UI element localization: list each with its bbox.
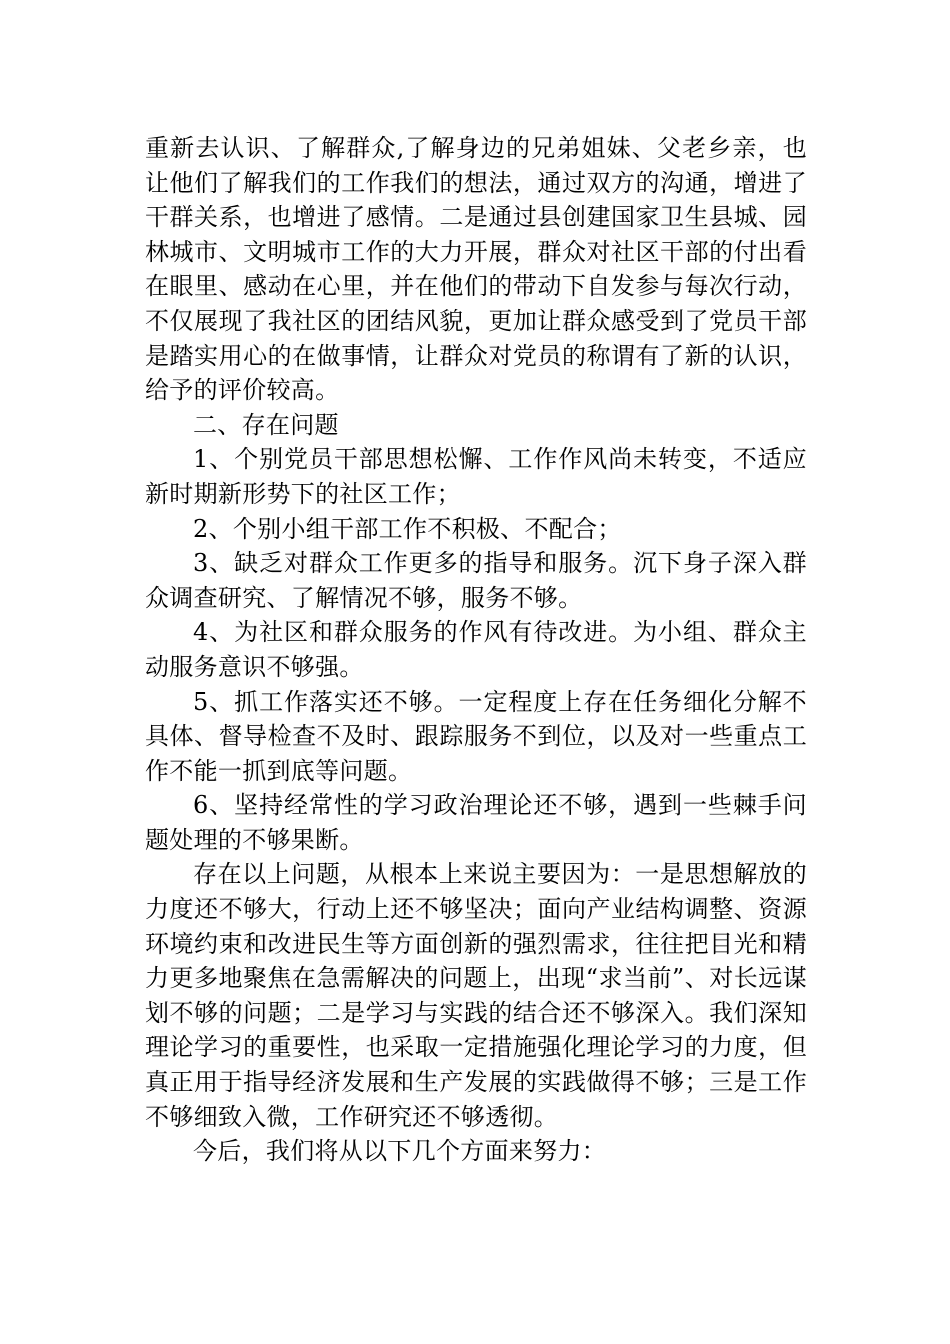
section-heading-issues: 二、存在问题: [193, 410, 339, 439]
paragraph-continuation: 重新去认识、了解群众,了解身边的兄弟姐妹、父老乡亲，也让他们了解我们的工作我们的想法，通过双方的沟通，增进了干群关系，也增进了感情。二是通过县创建国家卫生县城、园林城市、文明城市工作的大力开展，群众对社区干部的付出看在眼里、感动在心里，并在他们的带动下自发参与每次行动，不仅展现了我社区的团结风貌，更加让群众感受到了党员干部是踏实用心的在做事情，让群众对党员的称谓有了新的认识，给予的评价较高。: [145, 134, 807, 405]
paragraph-future-efforts: 今后，我们将从以下几个方面来努力：: [193, 1137, 607, 1166]
document-body: [145, 131, 807, 1169]
issue-item-1: 1、个别党员干部思想松懈、工作作风尚未转变，不适应新时期新形势下的社区工作；: [145, 445, 807, 508]
issue-item-4: 4、为社区和群众服务的作风有待改进。为小组、群众主动服务意识不够强。: [145, 618, 807, 681]
paragraph-root-causes: 存在以上问题，从根本上来说主要因为：一是思想解放的力度还不够大，行动上还不够坚决；面向产业结构调整、资源环境约束和改进民生等方面创新的强烈需求，往往把目光和精力更多地聚焦在急需解决的问题上，出现“求当前”、对长远谋划不够的问题；二是学习与实践的结合还不够深入。我们深知理论学习的重要性，也采取一定措施强化理论学习的力度，但真正用于指导经济发展和生产发展的实践做得不够；三是工作不够细致入微，工作研究还不够透彻。: [145, 860, 807, 1131]
issue-item-5: 5、抓工作落实还不够。一定程度上存在任务细化分解不具体、督导检查不及时、跟踪服务不到位，以及对一些重点工作不能一抓到底等问题。: [145, 687, 807, 785]
issue-item-2: 2、个别小组干部工作不积极、不配合；: [193, 514, 622, 543]
issue-item-6: 6、坚持经常性的学习政治理论还不够，遇到一些棘手问题处理的不够果断。: [145, 791, 807, 854]
issue-item-3: 3、缺乏对群众工作更多的指导和服务。沉下身子深入群众调查研究、了解情况不够，服务不够。: [145, 549, 807, 612]
